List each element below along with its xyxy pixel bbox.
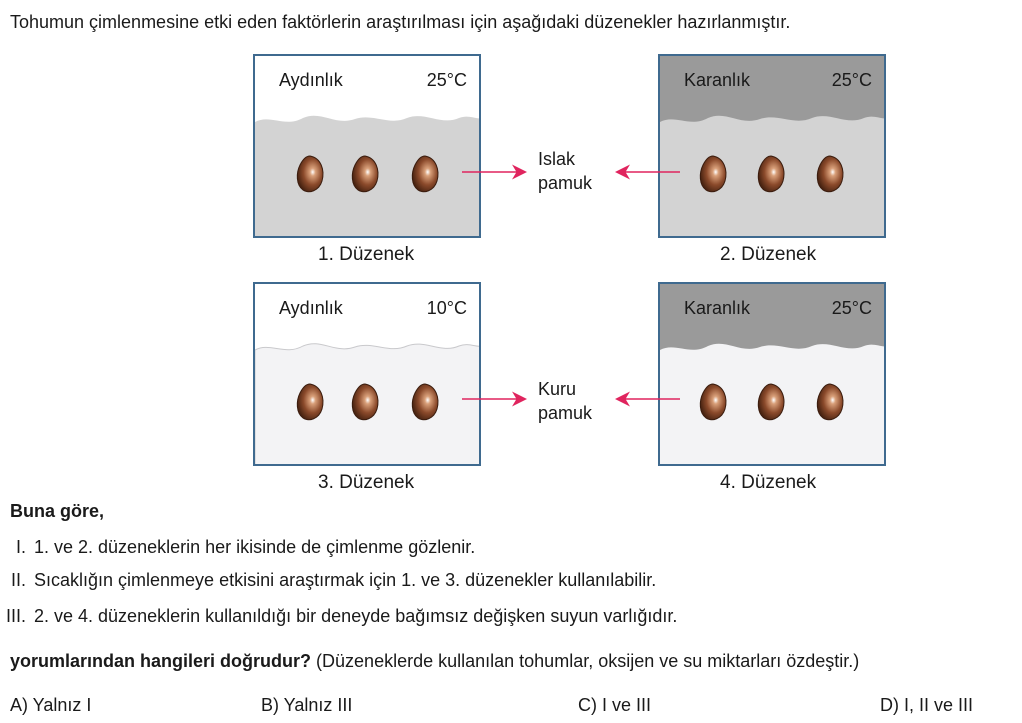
question-prompt	[10, 651, 859, 672]
dry-cotton-label	[538, 377, 592, 425]
option-c[interactable]: C) I ve III	[578, 695, 652, 715]
statement-text: 2. ve 4. düzeneklerin kullanıldığı bir deneyde bağımsız değişken suyun varlığıdır.	[34, 606, 678, 626]
option-a[interactable]: A) Yalnız I	[10, 695, 92, 715]
temperature-label: 25°C	[426, 70, 467, 90]
setup-caption-1: 1. Düzenek	[318, 244, 415, 265]
statement-text: Sıcaklığın çimlenmeye etkisini araştırmak için 1. ve 3. düzenekler kullanılabilir.	[34, 570, 657, 590]
seed-icon	[295, 382, 325, 422]
statement-3	[0, 606, 677, 627]
setup-box-4	[658, 282, 886, 466]
seed-icon	[295, 154, 325, 194]
seed-icon	[815, 154, 845, 194]
statement-1	[0, 537, 475, 558]
statement-2	[0, 570, 656, 591]
temperature-label: 25°C	[831, 298, 872, 318]
question-prompt-note: (Düzeneklerde kullanılan tohumlar, oksijen ve su miktarları özdeştir.)	[316, 651, 860, 671]
option-b[interactable]: B) Yalnız III	[261, 695, 353, 715]
dry-cotton-label-line2: pamuk	[538, 403, 593, 423]
seed-icon	[350, 382, 380, 422]
arrow-left-icon	[612, 391, 682, 407]
temperature-label: 25°C	[831, 70, 872, 90]
intro-text: Tohumun çimlenmesine etki eden faktörlerin araştırılması için aşağıdaki düzenekler hazırlanmıştır.	[10, 12, 791, 32]
seed-icon	[410, 382, 440, 422]
environment-label: Karanlık	[684, 298, 751, 318]
setup-caption-3: 3. Düzenek	[318, 472, 415, 493]
setup-box-3	[253, 282, 481, 466]
temperature-label: 10°C	[426, 298, 467, 318]
setup-caption-4: 4. Düzenek	[720, 472, 817, 493]
setup-box-2	[658, 54, 886, 238]
seed-icon	[410, 154, 440, 194]
environment-label: Aydınlık	[279, 298, 343, 318]
option-d[interactable]: D) I, II ve III	[880, 695, 974, 715]
arrow-left-icon	[612, 164, 682, 180]
seed-icon	[350, 154, 380, 194]
environment-label: Aydınlık	[279, 70, 343, 90]
dry-cotton-label-line1: Kuru	[538, 379, 577, 399]
statement-text: 1. ve 2. düzeneklerin her ikisinde de çimlenme gözlenir.	[34, 537, 476, 557]
statement-number: II.	[10, 570, 26, 590]
question-prompt-bold: yorumlarından hangileri doğrudur?	[10, 651, 312, 671]
setup-caption-2: 2. Düzenek	[720, 244, 817, 265]
seed-icon	[698, 382, 728, 422]
seed-icon	[815, 382, 845, 422]
setup-box-1	[253, 54, 481, 238]
seed-icon	[756, 154, 786, 194]
seed-icon	[756, 382, 786, 422]
arrow-right-icon	[460, 164, 530, 180]
seed-icon	[698, 154, 728, 194]
statement-number: III.	[5, 606, 26, 626]
arrow-right-icon	[460, 391, 530, 407]
wet-cotton-label-line1: Islak	[538, 149, 576, 169]
wet-cotton-label-line2: pamuk	[538, 173, 593, 193]
environment-label: Karanlık	[684, 70, 751, 90]
question-lead: Buna göre,	[10, 501, 105, 521]
wet-cotton-label	[538, 147, 592, 195]
statement-number: I.	[15, 537, 26, 557]
